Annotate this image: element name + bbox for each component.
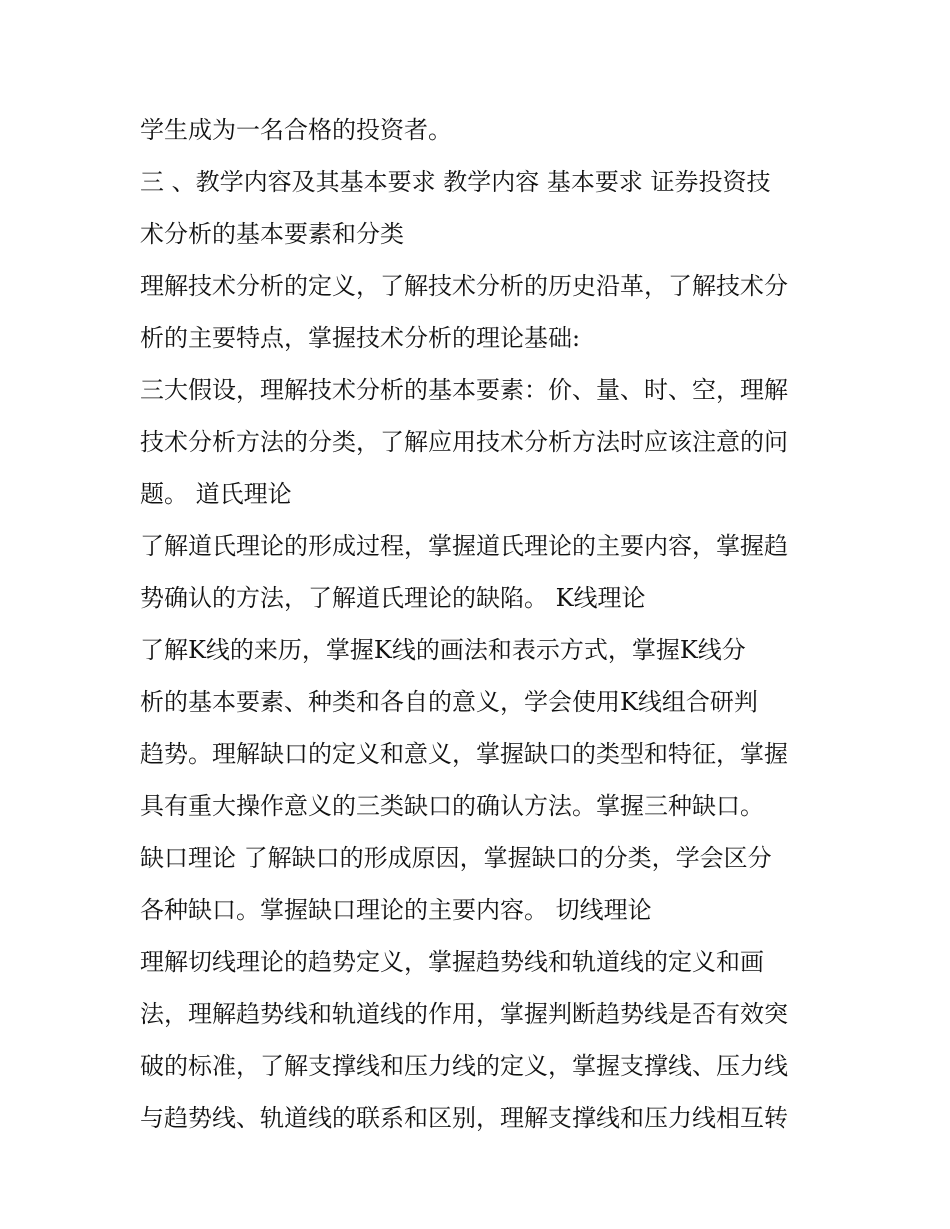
text-line: 趋势。理解缺口的定义和意义，掌握缺口的类型和特征，掌握 xyxy=(140,740,788,768)
text-line: 了解K线的来历，掌握K线的画法和表示方式，掌握K线分 xyxy=(140,636,746,664)
text-line: 题。 道氏理论 xyxy=(140,480,292,508)
text-line: 了解道氏理论的形成过程，掌握道氏理论的主要内容，掌握趋 xyxy=(140,532,788,560)
text-line: 法，理解趋势线和轨道线的作用，掌握判断趋势线是否有效突 xyxy=(140,1000,788,1028)
body-text xyxy=(140,104,820,1144)
text-line: 与趋势线、轨道线的联系和区别，理解支撑线和压力线相互转 xyxy=(140,1104,788,1132)
text-line: 三 、教学内容及其基本要求 教学内容 基本要求 证券投资技 xyxy=(140,168,771,196)
text-line: 破的标准，了解支撑线和压力线的定义，掌握支撑线、压力线 xyxy=(140,1052,788,1080)
text-line: 势确认的方法，了解道氏理论的缺陷。 K线理论 xyxy=(140,584,646,612)
text-line: 三大假设，理解技术分析的基本要素：价、量、时、空，理解 xyxy=(140,376,788,404)
text-line: 术分析的基本要素和分类 xyxy=(140,220,404,248)
text-line: 理解切线理论的趋势定义，掌握趋势线和轨道线的定义和画 xyxy=(140,948,764,976)
text-line: 各种缺口。掌握缺口理论的主要内容。 切线理论 xyxy=(140,896,652,924)
text-line: 技术分析方法的分类，了解应用技术分析方法时应该注意的问 xyxy=(140,428,788,456)
text-line: 缺口理论 了解缺口的形成原因，掌握缺口的分类，学会区分 xyxy=(140,844,772,872)
text-line: 析的主要特点，掌握技术分析的理论基础: xyxy=(140,324,581,352)
text-line: 理解技术分析的定义，了解技术分析的历史沿革，了解技术分 xyxy=(140,272,788,300)
text-line: 学生成为一名合格的投资者。 xyxy=(140,116,452,144)
text-line: 析的基本要素、种类和各自的意义，学会使用K线组合研判 xyxy=(140,688,758,716)
text-line: 具有重大操作意义的三类缺口的确认方法。掌握三种缺口。 xyxy=(140,792,764,820)
